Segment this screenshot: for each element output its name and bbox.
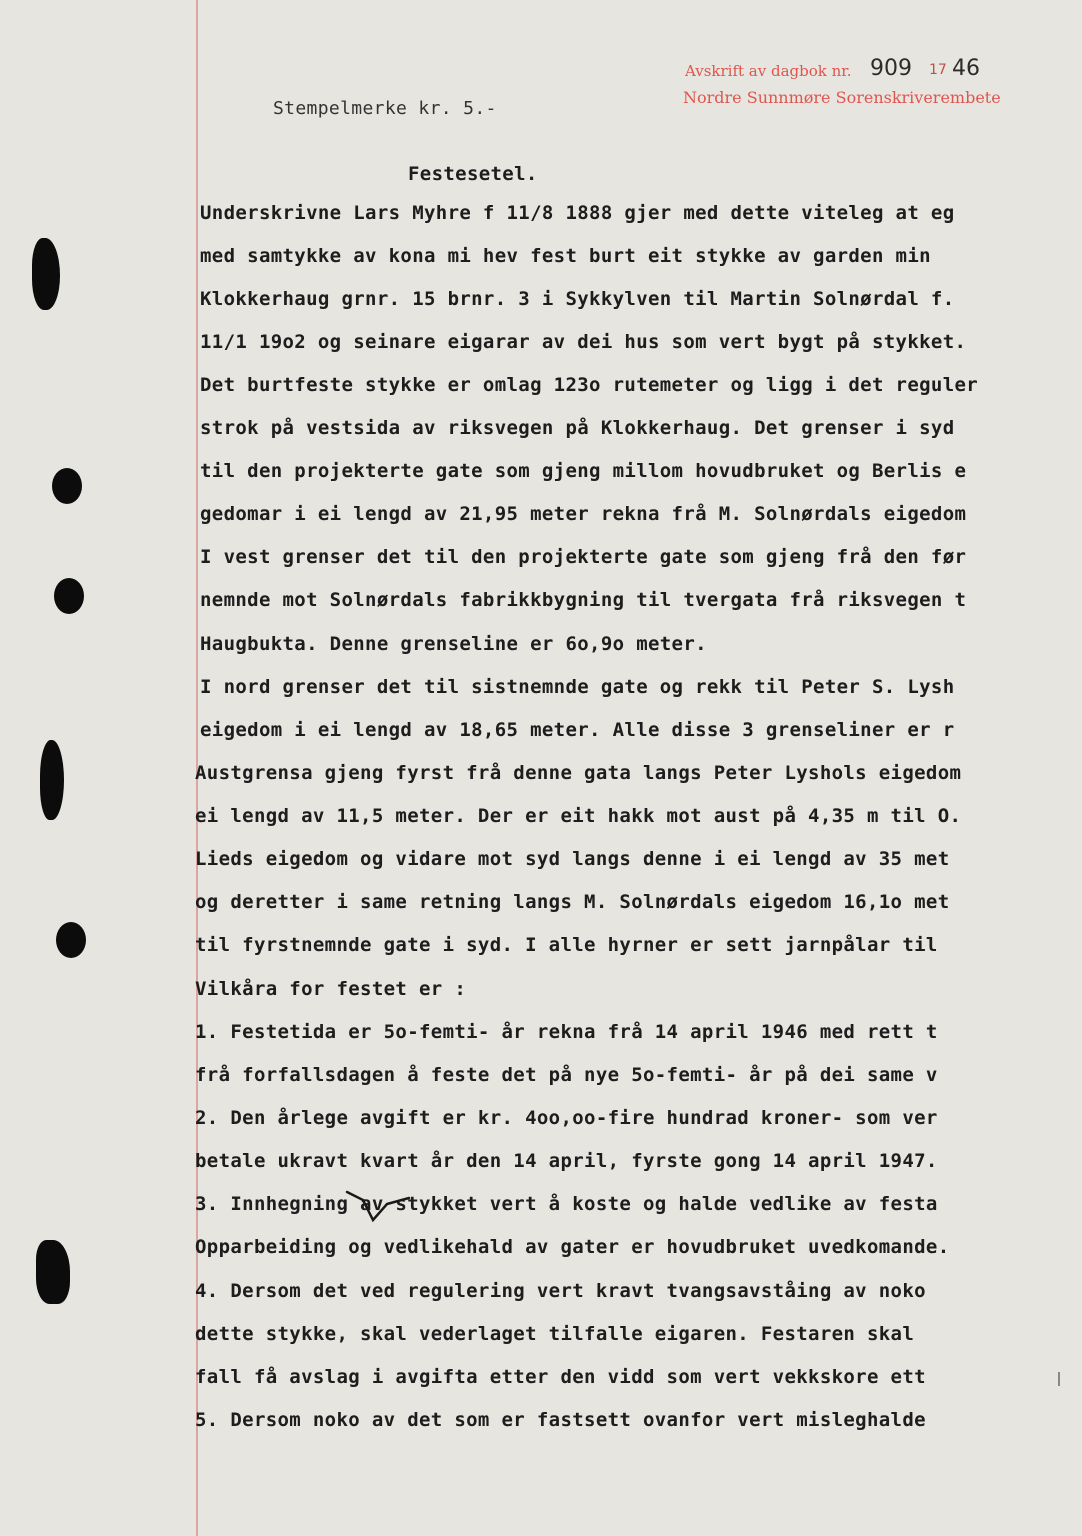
text-line: Opparbeiding og vedlikehald av gater er hovudbruket uvedkomande.	[195, 1236, 950, 1258]
handwritten-date: 17	[929, 62, 947, 78]
punch-hole	[56, 922, 86, 958]
text-line: med samtykke av kona mi hev fest burt eit stykke av garden min	[200, 245, 931, 267]
text-line: I vest grenser det til den projekterte gate som gjeng frå den før	[200, 546, 967, 568]
text-line: 11/1 19o2 og seinare eigarar av dei hus som vert bygt på stykket.	[200, 331, 967, 353]
punch-hole	[52, 468, 82, 504]
text-line: Klokkerhaug grnr. 15 brnr. 3 i Sykkylven til Martin Solnørdal f.	[200, 288, 955, 310]
binding-mark	[40, 740, 64, 820]
text-line: Austgrensa gjeng fyrst frå denne gata langs Peter Lyshols eigedom	[195, 762, 962, 784]
text-line: 3. Innhegning av stykket vert å koste og halde vedlike av festa	[195, 1193, 938, 1215]
text-line: gedomar i ei lengd av 21,95 meter rekna frå M. Solnørdals eigedom	[200, 503, 967, 525]
text-line: I nord grenser det til sistnemnde gate og rekk til Peter S. Lysh	[200, 676, 955, 698]
text-line: 4. Dersom det ved regulering vert kravt tvangsavståing av noko	[195, 1280, 926, 1302]
text-line: 2. Den årlege avgift er kr. 4oo,oo-fire hundrad kroner- som ver	[195, 1107, 938, 1129]
text-line: Vilkåra for festet er :	[195, 978, 467, 1000]
binding-mark	[36, 1240, 70, 1304]
handwritten-number: 909	[870, 56, 912, 81]
text-line: strok på vestsida av riksvegen på Klokkerhaug. Det grenser i syd	[200, 417, 955, 439]
text-line: til fyrstnemnde gate i syd. I alle hyrner er sett jarnpålar til	[195, 934, 938, 956]
text-line: dette stykke, skal vederlaget tilfalle eigaren. Festaren skal	[195, 1323, 915, 1345]
text-line: Det burtfeste stykke er omlag 123o rutemeter og ligg i det reguler	[200, 374, 979, 396]
stamp-fee: Stempelmerke kr. 5.-	[273, 98, 497, 119]
handwritten-checkmark-icon	[343, 1186, 413, 1226]
punch-hole	[54, 578, 84, 614]
text-line: fall få avslag i avgifta etter den vidd som vert vekkskore ett	[195, 1366, 926, 1388]
text-line: Haugbukta. Denne grenseline er 6o,9o meter.	[200, 633, 707, 655]
text-line: og deretter i same retning langs M. Solnørdals eigedom 16,1o met	[195, 891, 950, 913]
text-line: nemnde mot Solnørdals fabrikkbygning til tvergata frå riksvegen t	[200, 589, 967, 611]
text-line: betale ukravt kvart år den 14 april, fyrste gong 14 april 1947.	[195, 1150, 938, 1172]
stamp-line-1: Avskrift av dagbok nr.	[685, 62, 852, 80]
text-line: eigedom i ei lengd av 18,65 meter. Alle disse 3 grenseliner er r	[200, 719, 955, 741]
document-title: Festesetel.	[408, 163, 538, 185]
binding-mark	[32, 238, 60, 310]
text-line: Lieds eigedom og vidare mot syd langs denne i ei lengd av 35 met	[195, 848, 950, 870]
text-line: ei lengd av 11,5 meter. Der er eit hakk mot aust på 4,35 m til O.	[195, 805, 962, 827]
text-line: Underskrivne Lars Myhre f 11/8 1888 gjer med dette viteleg at eg	[200, 202, 955, 224]
margin-tick	[1058, 1372, 1060, 1386]
text-line: 5. Dersom noko av det som er fastsett ovanfor vert misleghalde	[195, 1409, 926, 1431]
text-line: 1. Festetida er 5o-femti- år rekna frå 14 april 1946 med rett t	[195, 1021, 938, 1043]
text-line: til den projekterte gate som gjeng millom hovudbruket og Berlis e	[200, 460, 967, 482]
stamp-line-2: Nordre Sunnmøre Sorenskriverembete	[683, 88, 1001, 107]
handwritten-year: 46	[952, 56, 980, 81]
text-line: frå forfallsdagen å feste det på nye 5o-femti- år på dei same v	[195, 1064, 938, 1086]
